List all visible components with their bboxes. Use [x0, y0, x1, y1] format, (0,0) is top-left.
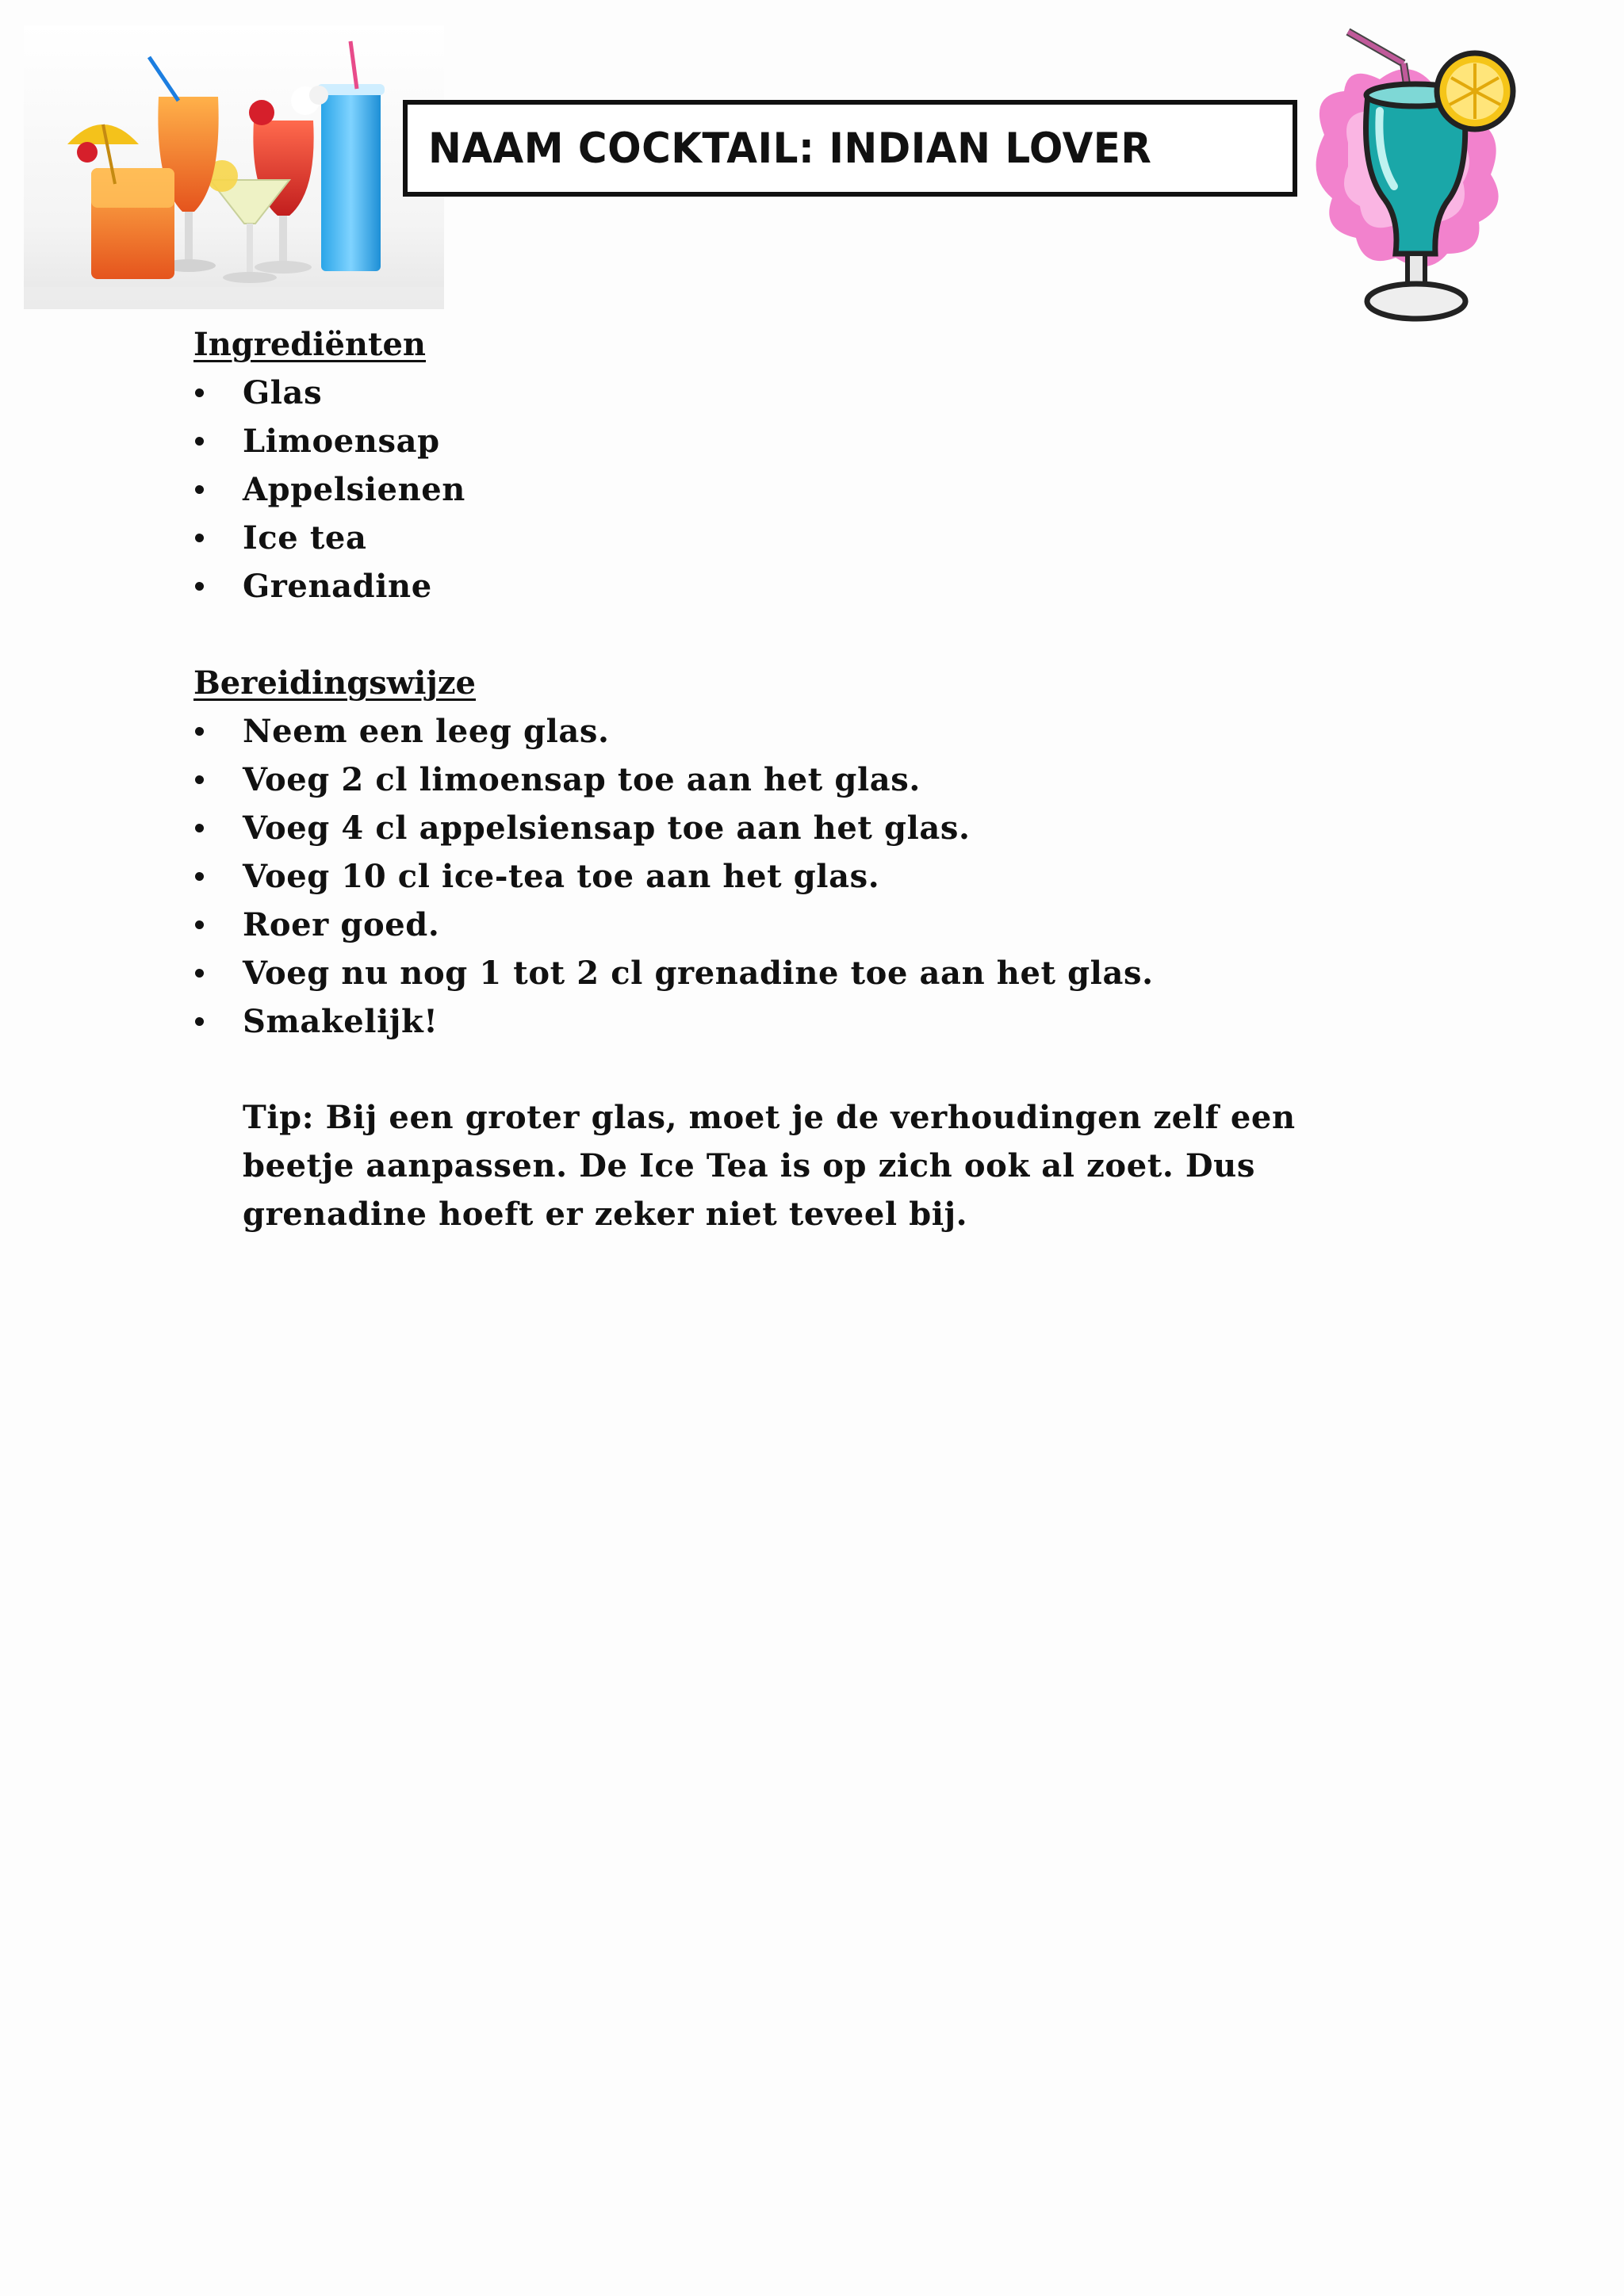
ingredient-text: Grenadine [243, 568, 432, 605]
bullet-icon [195, 1017, 204, 1026]
bullet-icon [195, 824, 204, 832]
cocktail-glasses-photo [24, 25, 444, 309]
list-item [193, 369, 1383, 417]
list-item [193, 949, 1383, 997]
bullet-icon [195, 437, 204, 446]
page-title: NAAM COCKTAIL: INDIAN LOVER [428, 124, 1152, 173]
tip-paragraph: Tip: Bij een groter glas, moet je de verhoudingen zelf een beetje aanpassen. De Ice Tea is op zich ook al zoet. Dus grenadine hoeft er zeker niet teveel bij. [243, 1099, 1296, 1233]
ingredients-heading: Ingrediënten [193, 326, 426, 363]
step-text: Smakelijk! [243, 1003, 439, 1040]
list-item [193, 417, 1383, 465]
bullet-icon [195, 582, 204, 591]
step-text: Voeg 10 cl ice-tea toe aan het glas. [243, 858, 880, 895]
bullet-icon [195, 969, 204, 978]
recipe-content [193, 321, 1383, 1238]
list-item [193, 707, 1383, 756]
ingredient-text: Limoensap [243, 423, 440, 460]
list-item [193, 465, 1383, 514]
bullet-icon [195, 388, 204, 397]
hurricane-glass-clipart [1300, 16, 1538, 333]
bullet-icon [195, 872, 204, 881]
ingredient-text: Ice tea [243, 519, 367, 557]
bullet-icon [195, 727, 204, 736]
preparation-heading: Bereidingswijze [193, 664, 476, 702]
ingredients-list [193, 369, 1383, 610]
bullet-icon [195, 534, 204, 542]
list-item [193, 997, 1383, 1046]
list-item [193, 852, 1383, 901]
step-text: Neem een leeg glas. [243, 713, 610, 750]
ingredient-text: Glas [243, 374, 323, 411]
list-item [193, 804, 1383, 852]
ingredient-text: Appelsienen [243, 471, 465, 508]
step-text: Voeg 4 cl appelsiensap toe aan het glas. [243, 809, 971, 847]
title-box [403, 100, 1297, 197]
list-item [193, 756, 1383, 804]
bullet-icon [195, 920, 204, 929]
step-text: Voeg 2 cl limoensap toe aan het glas. [243, 761, 921, 798]
preparation-steps [193, 707, 1383, 1046]
list-item [193, 901, 1383, 949]
step-text: Voeg nu nog 1 tot 2 cl grenadine toe aan het glas. [243, 955, 1154, 992]
list-item [193, 562, 1383, 610]
bullet-icon [195, 485, 204, 494]
bullet-icon [195, 775, 204, 784]
list-item [193, 514, 1383, 562]
step-text: Roer goed. [243, 906, 440, 943]
